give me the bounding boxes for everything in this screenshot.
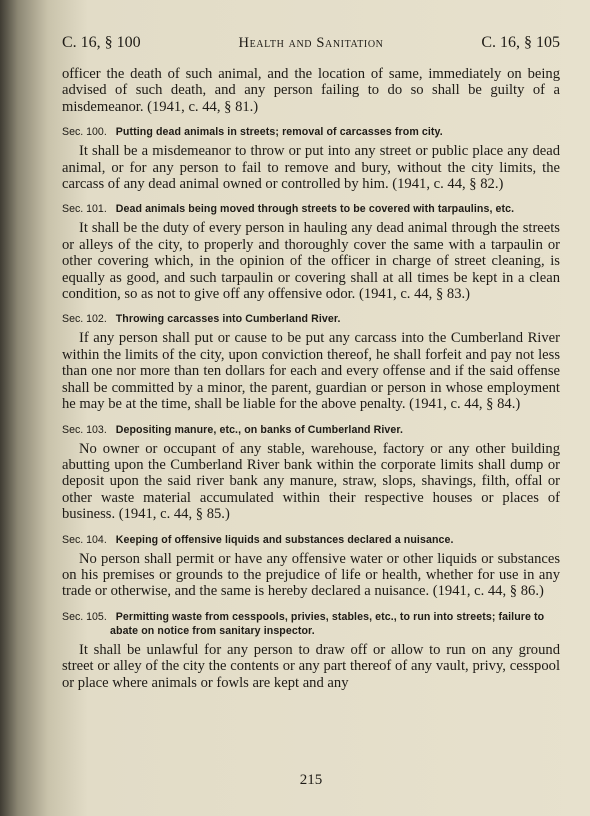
section-heading-100 (62, 125, 560, 139)
section-title: Dead animals being moved through streets to be covered with tarpaulins, etc. (115, 203, 515, 216)
section-number: Sec. 103. (62, 423, 107, 436)
header-title: Health and Sanitation (238, 35, 384, 51)
header-right: C. 16, § 105 (481, 34, 560, 51)
section-text-102: If any person shall put or cause to be put any carcass into the Cumberland River within the limits of the city, upon conviction thereof, he shall forfeit and pay not less than one nor more than ten dollars for each and every offense and if the said offense shall be committed by a minor, the parent, guardian or person in whose employment he may be at the time, shall be liable for the above penalty. (1941, c. 44, § 84.) (62, 330, 560, 413)
section-number: Sec. 100. (62, 126, 107, 139)
section-heading-104 (62, 533, 560, 547)
header-left: C. 16, § 100 (62, 34, 141, 51)
running-header (62, 34, 560, 52)
section-text-105: It shall be unlawful for any person to draw off or allow to run on any ground street or alley of the city the contents or any part thereof of any vault, privy, cesspool or place where animals or fowls are kept and any (62, 641, 560, 691)
section-heading-102 (62, 312, 560, 326)
page-number: 215 (299, 772, 323, 788)
section-heading-101 (62, 202, 560, 216)
section-number: Sec. 102. (62, 313, 107, 326)
section-text-101: It shall be the duty of every person in hauling any dead animal through the streets or alleys of the city, to properly and thoroughly cover the same with a tarpaulin or other covering which, in the opinion of the officer in charge of street cleaning, is equally as good, and such tarpaulin or covering shall at all times be kept in a clean condition, so as not to give off any offensive odor. (1941, c. 44, § 83.) (62, 220, 560, 303)
section-title: Putting dead animals in streets; removal of carcasses from city. (115, 126, 443, 139)
section-text-100: It shall be a misdemeanor to throw or put into any street or public place any dead animal, or for any person to fail to remove and bury, without the city limits, the carcass of any dead animal owned or controlled by him. (1941, c. 44, § 82.) (62, 143, 560, 193)
continued-paragraph: officer the death of such animal, and the location of same, immediately on being advised of such death, and any person failing to do so shall be guilty of a misdemeanor. (1941, c. 44, § 81.) (62, 66, 560, 115)
section-heading-105 (62, 610, 560, 638)
section-number: Sec. 105. (62, 610, 107, 623)
section-text-104: No person shall permit or have any offensive water or other liquids or substances on his premises or grounds to the prejudice of life or health, whether for use in any trade or otherwise, and the same is hereby declared a nuisance. (1941, c. 44, § 86.) (62, 550, 560, 600)
section-text-103: No owner or occupant of any stable, warehouse, factory or any other building abutting upon the Cumberland River bank within the corporate limits shall dump or deposit upon the said river bank any manure, straw, slops, shavings, filth, offal or other waste material accumulated within their respective houses or places of business. (1941, c. 44, § 85.) (62, 440, 560, 523)
section-title: Throwing carcasses into Cumberland River. (115, 313, 341, 326)
section-number: Sec. 104. (62, 533, 107, 546)
section-title: Depositing manure, etc., on banks of Cumberland River. (115, 423, 404, 436)
section-title: Permitting waste from cesspools, privies, stables, etc., to run into streets; failure to abate on notice from sanitary inspector. (110, 610, 545, 637)
section-number: Sec. 101. (62, 203, 107, 216)
section-heading-103 (62, 423, 560, 437)
section-title: Keeping of offensive liquids and substances declared a nuisance. (115, 533, 454, 546)
